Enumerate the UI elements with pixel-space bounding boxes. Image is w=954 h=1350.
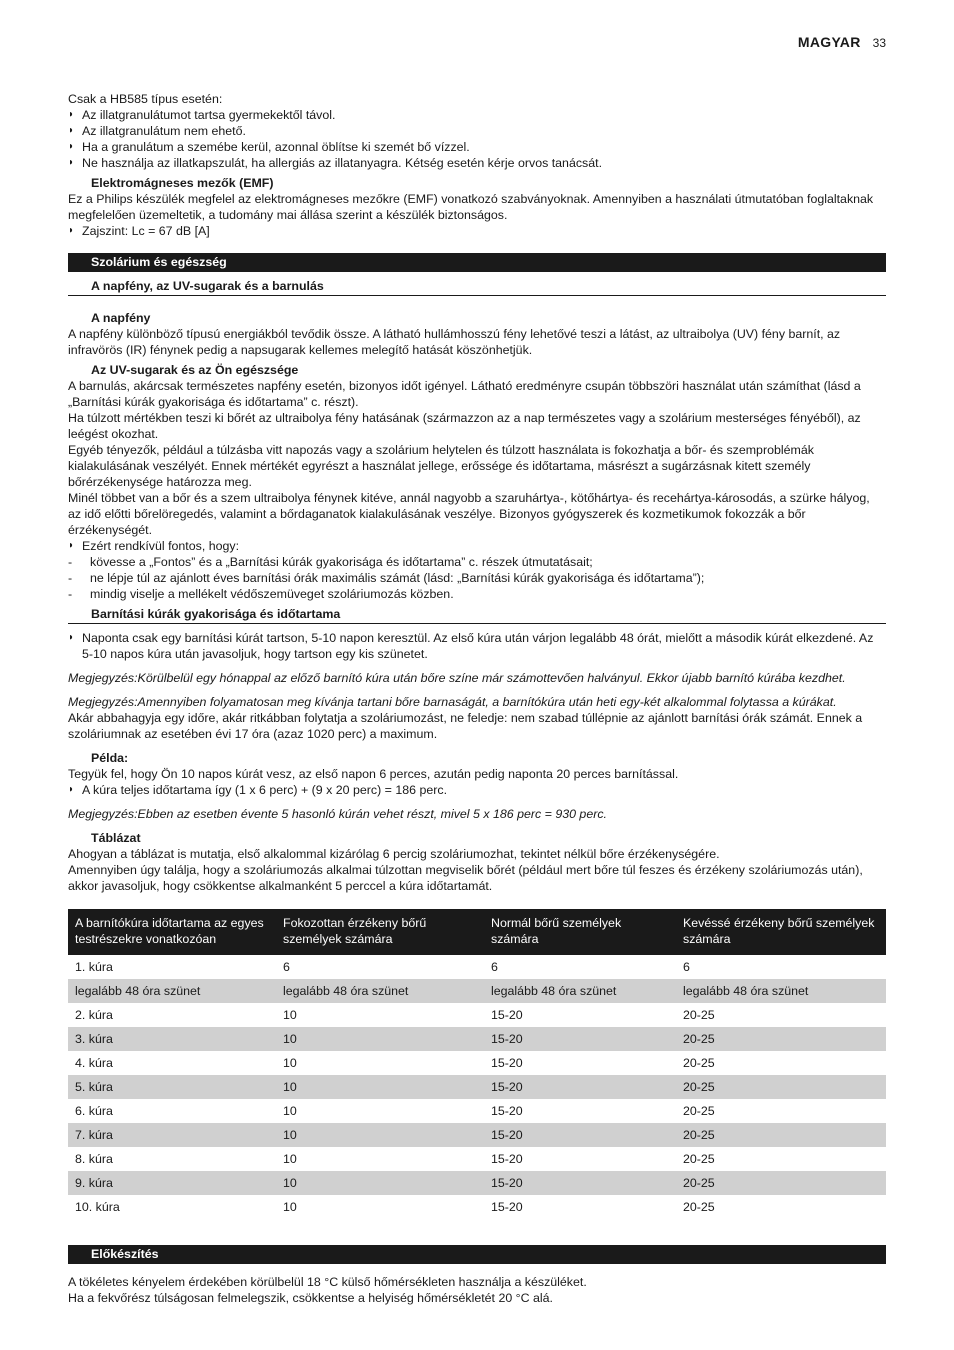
preparation-text: A tökéletes kényelem érdekében körülbelül 18 °C külső hőmérsékleten használja a készüléket. (68, 1275, 587, 1289)
example-heading: Példa: (91, 751, 129, 765)
table-cell: legalább 48 óra szünet (68, 979, 276, 1003)
table-cell: 4. kúra (75, 1056, 113, 1070)
table-row (68, 1003, 886, 1027)
table-cell: 10 (283, 1104, 297, 1118)
table-heading: Táblázat (91, 831, 141, 845)
table-cell: 10 (283, 1200, 297, 1214)
uv-paragraph: Minél többet van a bőr és a szem ultraibolya fénynek kitéve, annál nagyobb a szaruhártya-, kötőhártya- és recehártya-károsodás, a szürke hályog, az idő előtti bőrelöregedés, valamint a bőrdaganatok kialakulásának veszélye. Bizonyos gyógyszerek és kozmetikumok fokozzák a bőr érzékenységét. (68, 491, 870, 537)
noise-level-bullet: ◗ Zajszint: Lc = 67 dB [A] (68, 223, 886, 239)
table-cell: 20-25 (683, 1152, 715, 1166)
table-header-cell: Kevéssé érzékeny bőrű személyek számára (676, 909, 886, 955)
table-row (68, 1195, 886, 1219)
table-cell: 1. kúra (75, 960, 113, 974)
note: Megjegyzés:Amennyiben folyamatosan meg kívánja tartani bőre barnaságát, a barnítókúra után heti egy-két alkalommal folytassa a kúrákat. (68, 695, 837, 709)
safety-bullet: ◗ Ha a granulátum a szemébe kerül, azonnal öblítse ki szemét bő vízzel. (68, 139, 886, 155)
frequency-text: Akár abbahagyja egy időre, akár ritkábban folytatja a szoláriumozást, ne feledje: nem szabad túllépnie az ajánlott barnítási órák számát. Ennek a szoláriumnak az esetében évi 17 óra (azaz 1020 perc) a maximum. (68, 711, 863, 741)
subsection-heading: A napfény, az UV-sugarak és a barnulás (68, 278, 886, 296)
preparation-text: Ha a fekvőrész túlságosan felmelegszik, csökkentse a helyiség hőmérsékletét 20 °C alá. (68, 1291, 553, 1305)
table-row (68, 1051, 886, 1075)
table-cell: 20-25 (683, 1056, 715, 1070)
page-header (798, 34, 886, 51)
table-cell: 6 (491, 960, 498, 974)
uv-heading: Az UV-sugarak és az Ön egészsége (91, 363, 299, 377)
dash-item: - ne lépje túl az ajánlott éves barnítási órák maximális számát (lásd: „Barnítási kúrák gyakorisága és időtartama”); (68, 570, 886, 586)
table-header-cell: Fokozottan érzékeny bőrű személyek számára (276, 909, 484, 955)
table-cell: 20-25 (676, 1027, 886, 1051)
table-cell: 10 (283, 1152, 297, 1166)
table-cell: legalább 48 óra szünet (276, 979, 484, 1003)
table-cell: 3. kúra (68, 1027, 276, 1051)
dash-item: - mindig viselje a mellékelt védőszemüveget szoláriumozás közben. (68, 586, 886, 602)
tanning-table (68, 909, 886, 1219)
table-cell: 6. kúra (75, 1104, 113, 1118)
table-cell: 20-25 (676, 1123, 886, 1147)
safety-bullet: ◗ Az illatgranulátumot tartsa gyermekektől távol. (68, 107, 886, 123)
table-cell: 20-25 (683, 1200, 715, 1214)
sunlight-text: A napfény különböző típusú energiákból tevődik össze. A látható hullámhosszú fény lehetővé teszi a látást, az ultraibolya (UV) fény barnít, az infravörös (IR) fénynek pedig a napsugarak kellemes melegítő hatását köszönhetjük. (68, 327, 841, 357)
table-cell: 10 (276, 1123, 484, 1147)
table-row (68, 1123, 886, 1147)
table-header-cell: Normál bőrű személyek számára (484, 909, 676, 955)
frequency-heading: Barnítási kúrák gyakorisága és időtartama (68, 606, 886, 624)
table-row (68, 1147, 886, 1171)
table-cell: 9. kúra (68, 1171, 276, 1195)
emf-text: Ez a Philips készülék megfelel az elektromágneses mezőkre (EMF) vonatkozó szabványoknak. Amennyiben a használati útmutatóban foglaltaknak megfelelően üzemeltetik, a tudomány mai állása szerint a készülék biztonságos. (68, 192, 874, 222)
table-cell: 6 (683, 960, 690, 974)
table-cell: 6 (283, 960, 290, 974)
table-cell: 20-25 (676, 1171, 886, 1195)
table-row (68, 955, 886, 979)
table-cell: 20-25 (683, 1008, 715, 1022)
safety-bullet: ◗ Az illatgranulátum nem ehető. (68, 123, 886, 139)
uv-paragraph: A barnulás, akárcsak természetes napfény esetén, bizonyos időt igényel. Látható eredményre csupán többszöri használat után számíthat (lásd a „Barnítási kúrák gyakorisága és időtartama” c. részt). (68, 379, 861, 409)
section-bar-solarium: Szolárium és egészség (68, 253, 886, 272)
table-cell: 15-20 (484, 1123, 676, 1147)
table-cell: 10 (276, 1171, 484, 1195)
emf-heading: Elektromágneses mezők (EMF) (91, 176, 274, 190)
dash-item: - kövesse a „Fontos” és a „Barnítási kúrák gyakorisága és időtartama” c. részek útmutatásait; (68, 554, 886, 570)
table-cell: 10 (283, 1008, 297, 1022)
table-cell: 20-25 (676, 1075, 886, 1099)
table-cell: legalább 48 óra szünet (484, 979, 676, 1003)
table-header-cell: A barnítókúra időtartama az egyes testrészekre vonatkozóan (68, 909, 276, 955)
example-text: Tegyük fel, hogy Ön 10 napos kúrát vesz, az első napon 6 perces, azután pedig naponta 20 perces barnítással. (68, 767, 679, 781)
safety-bullet: ◗ Ne használja az illatkapszulát, ha allergiás az illatanyagra. Kétség esetén kérje orvos tanácsát. (68, 155, 886, 171)
table-cell: 2. kúra (75, 1008, 113, 1022)
sunlight-heading: A napfény (91, 311, 151, 325)
table-text: Amennyiben úgy találja, hogy a szoláriumozás alkalmai túlzottan megviselik bőrét (például mert bőre túl feszes és érzékeny szoláriumozás után), akkor javasoljuk, hogy csökkentse alkalmanként 5 perccel a kúra időtartamát. (68, 863, 863, 893)
note: Megjegyzés:Ebben az esetben évente 5 hasonló kúrán vehet részt, mivel 5 x 186 perc = 930 perc. (68, 807, 607, 821)
uv-paragraph: Egyéb tényezők, például a túlzásba vitt napozás vagy a szolárium helytelen és túlzott használata is fokozhatja a bőr- és szemproblémák kialakulásának veszélyét. Ennek mértékét egyrészt a használat jellege, erőssége és időtartama, másrészt a sugárzásnak kitett személy bőrérzékenysége határozza meg. (68, 443, 814, 489)
table-row (68, 979, 886, 1003)
page-number: 33 (872, 36, 886, 50)
table-text: Ahogyan a táblázat is mutatja, első alkalommal kizárólag 6 percig szoláriumozhat, tekintet nélkül bőre érzékenységére. (68, 847, 720, 861)
table-cell: 10. kúra (75, 1200, 120, 1214)
section-bar-preparation: Előkészítés (68, 1245, 886, 1264)
table-cell: 7. kúra (68, 1123, 276, 1147)
table-cell: 10 (276, 1027, 484, 1051)
table-cell: legalább 48 óra szünet (676, 979, 886, 1003)
table-row (68, 1027, 886, 1051)
table-cell: 20-25 (683, 1104, 715, 1118)
table-row (68, 1171, 886, 1195)
table-row (68, 1099, 886, 1123)
table-cell: 15-20 (491, 1008, 523, 1022)
frequency-bullet: ◗ Naponta csak egy barnítási kúrát tartson, 5-10 napon keresztül. Az első kúra után várjon legalább 48 órát, mielőtt a második kúrát elkezdené. Az 5-10 napos kúra után javasoljuk, hogy tartson egy kis szünetet. (68, 630, 886, 662)
table-cell: 15-20 (491, 1104, 523, 1118)
safety-intro: Csak a HB585 típus esetén: (68, 92, 223, 106)
table-row (68, 1075, 886, 1099)
table-cell: 10 (283, 1056, 297, 1070)
table-cell: 15-20 (491, 1200, 523, 1214)
table-cell: 15-20 (491, 1056, 523, 1070)
table-cell: 10 (276, 1075, 484, 1099)
table-cell: 5. kúra (68, 1075, 276, 1099)
language-label: MAGYAR (797, 34, 861, 50)
important-bullet: ◗ Ezért rendkívül fontos, hogy: (68, 538, 886, 554)
note: Megjegyzés:Körülbelül egy hónappal az előző barnító kúra után bőre színe már számottevően halványul. Ekkor újabb barnító kúrába kezdhet. (68, 671, 846, 685)
example-bullet: ◗ A kúra teljes időtartama így (1 x 6 perc) + (9 x 20 perc) = 186 perc. (68, 782, 886, 798)
table-cell: 15-20 (484, 1027, 676, 1051)
uv-paragraph: Ha túlzott mértékben teszi ki bőrét az ultraibolya fény hatásának (származzon az a nap természetes vagy a szolárium mesterséges fényéből), az leégést okozhat. (68, 411, 861, 441)
table-cell: 15-20 (484, 1171, 676, 1195)
page-content (68, 91, 886, 1306)
table-cell: 8. kúra (75, 1152, 113, 1166)
table-cell: 15-20 (491, 1152, 523, 1166)
table-cell: 15-20 (484, 1075, 676, 1099)
table-header-row (68, 909, 886, 955)
